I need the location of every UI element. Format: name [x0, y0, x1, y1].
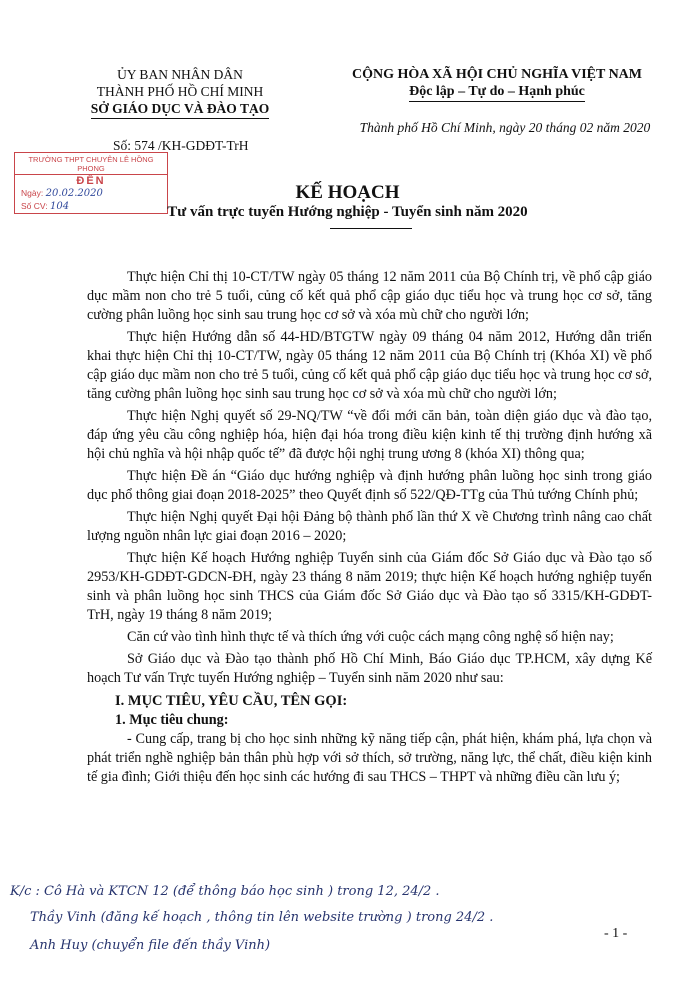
- issuer-line-3: SỞ GIÁO DỤC VÀ ĐÀO TẠO: [91, 100, 269, 119]
- handwritten-note-1: K/c : Cô Hà và KTCN 12 (để thông báo học sinh ) trong 12, 24/2 .: [10, 884, 440, 899]
- handwritten-note-3: Anh Huy (chuyển file đến thầy Vinh): [30, 938, 271, 953]
- national-title: CỘNG HÒA XÃ HỘI CHỦ NGHĨA VIỆT NAM: [351, 67, 642, 82]
- stamp-date-value: 20.02.2020: [45, 188, 103, 199]
- document-date: Thành phố Hồ Chí Minh, ngày 20 tháng 02 năm 2020: [359, 120, 651, 135]
- document-body: [87, 268, 652, 790]
- stamp-school: TRƯỜNG THPT CHUYÊN LÊ HỒNG PHONG: [15, 153, 167, 175]
- stamp-date-label: Ngày:: [21, 188, 44, 198]
- paragraph: Thực hiện Nghị quyết Đại hội Đảng bộ thành phố lần thứ X về Chương trình nâng cao chất lượng nguồn nhân lực giai đoạn 2016 – 2020;: [87, 509, 652, 544]
- national-motto: Độc lập – Tự do – Hạnh phúc: [409, 83, 585, 102]
- paragraph: Thực hiện Kế hoạch Hướng nghiệp Tuyển sinh của Giám đốc Sở Giáo dục và Đào tạo số 2953/KH-GDĐT-GDCN-ĐH, ngày 23 tháng 8 năm 2019; thực hiện Kế hoạch hướng nghiệp tuyển sinh và phân luồng học sinh THCS của Giám đốc Sở Giáo dục và Đào tạo số 3315/KH-GDĐT-TrH, ngày 19 tháng 8 năm 2019;: [87, 550, 652, 623]
- paragraph: Sở Giáo dục và Đào tạo thành phố Hồ Chí Minh, Báo Giáo dục TP.HCM, xây dựng Kế hoạch Tư vấn Trực tuyến Hướng nghiệp – Tuyển sinh năm 2020 như sau:: [87, 651, 652, 686]
- handwritten-note-2: Thầy Vinh (đăng kế hoạch , thông tin lên website trường ) trong 24/2 .: [30, 910, 494, 925]
- stamp-cv-label: Số CV:: [21, 201, 48, 211]
- stamp-den: ĐẾN: [76, 175, 106, 187]
- issuer-line-1: ỦY BAN NHÂN DÂN: [117, 67, 243, 82]
- document-title: KẾ HOẠCH: [295, 182, 400, 203]
- document-number: Số: 574 /KH-GDĐT-TrH: [113, 138, 249, 153]
- paragraph: Thực hiện Nghị quyết số 29-NQ/TW “về đổi mới căn bản, toàn diện giáo dục và đào tạo, đáp ứng yêu cầu công nghiệp hóa, hiện đại hóa trong điều kiện kinh tế thị trường định hướng xã hội chủ nghĩa và hội nhập quốc tế” đã được hội nghị trung ương 8 (khóa XI) thông qua;: [87, 408, 652, 462]
- section-heading: I. MỤC TIÊU, YÊU CẦU, TÊN GỌI:: [115, 693, 348, 709]
- issuer-block: [60, 66, 300, 119]
- paragraph: Thực hiện Chỉ thị 10-CT/TW ngày 05 tháng 12 năm 2011 của Bộ Chính trị, về phổ cập giáo dục mầm non cho trẻ 5 tuổi, củng cố kết quả phổ cập giáo dục tiểu học và trung học cơ sở, tăng cường phân luồng học sinh sau trung học cơ sở và xóa mù chữ cho người lớn;: [87, 269, 652, 323]
- page-number: - 1 -: [604, 926, 628, 941]
- stamp-cv-value: 104: [50, 201, 70, 212]
- paragraph: - Cung cấp, trang bị cho học sinh những kỹ năng tiếp cận, phát hiện, khám phá, lựa chọn và phát triển nghề nghiệp bản thân phù hợp với sở thích, sở trường, năng lực, thể chất, điều kiện kinh tế gia đình; Giới thiệu đến học sinh các hướng đi sau THCS – THPT và những điều cần lưu ý;: [87, 731, 652, 785]
- paragraph: Thực hiện Đề án “Giáo dục hướng nghiệp và định hướng phân luồng học sinh trong giáo dục phổ thông giai đoạn 2018-2025” theo Quyết định số 522/QĐ-TTg của Thủ tướng Chính phủ;: [87, 468, 652, 503]
- paragraph: Căn cứ vào tình hình thực tế và thích ứng với cuộc cách mạng công nghệ số hiện nay;: [127, 629, 614, 645]
- issuer-line-2: THÀNH PHỐ HỒ CHÍ MINH: [96, 84, 264, 99]
- subsection-heading: 1. Mục tiêu chung:: [115, 712, 229, 728]
- document-subtitle: Tư vấn trực tuyến Hướng nghiệp - Tuyển sinh năm 2020: [167, 204, 528, 220]
- title-underline: [330, 228, 412, 229]
- paragraph: Thực hiện Hướng dẫn số 44-HD/BTGTW ngày 09 tháng 04 năm 2012, Hướng dẫn triển khai thực hiện Chỉ thị 10-CT/TW, ngày 05 tháng 12 năm 2011 của Bộ Chính trị (Khóa XI) về phổ cập giáo dục mầm non cho trẻ 5 tuổi, củng cố kết quả phổ cập giáo dục tiểu học và trung học cơ sở, tăng cường phân luồng học sinh sau trung học cơ sở và xóa mù chữ cho người lớn;: [87, 329, 652, 402]
- national-header: [316, 66, 678, 102]
